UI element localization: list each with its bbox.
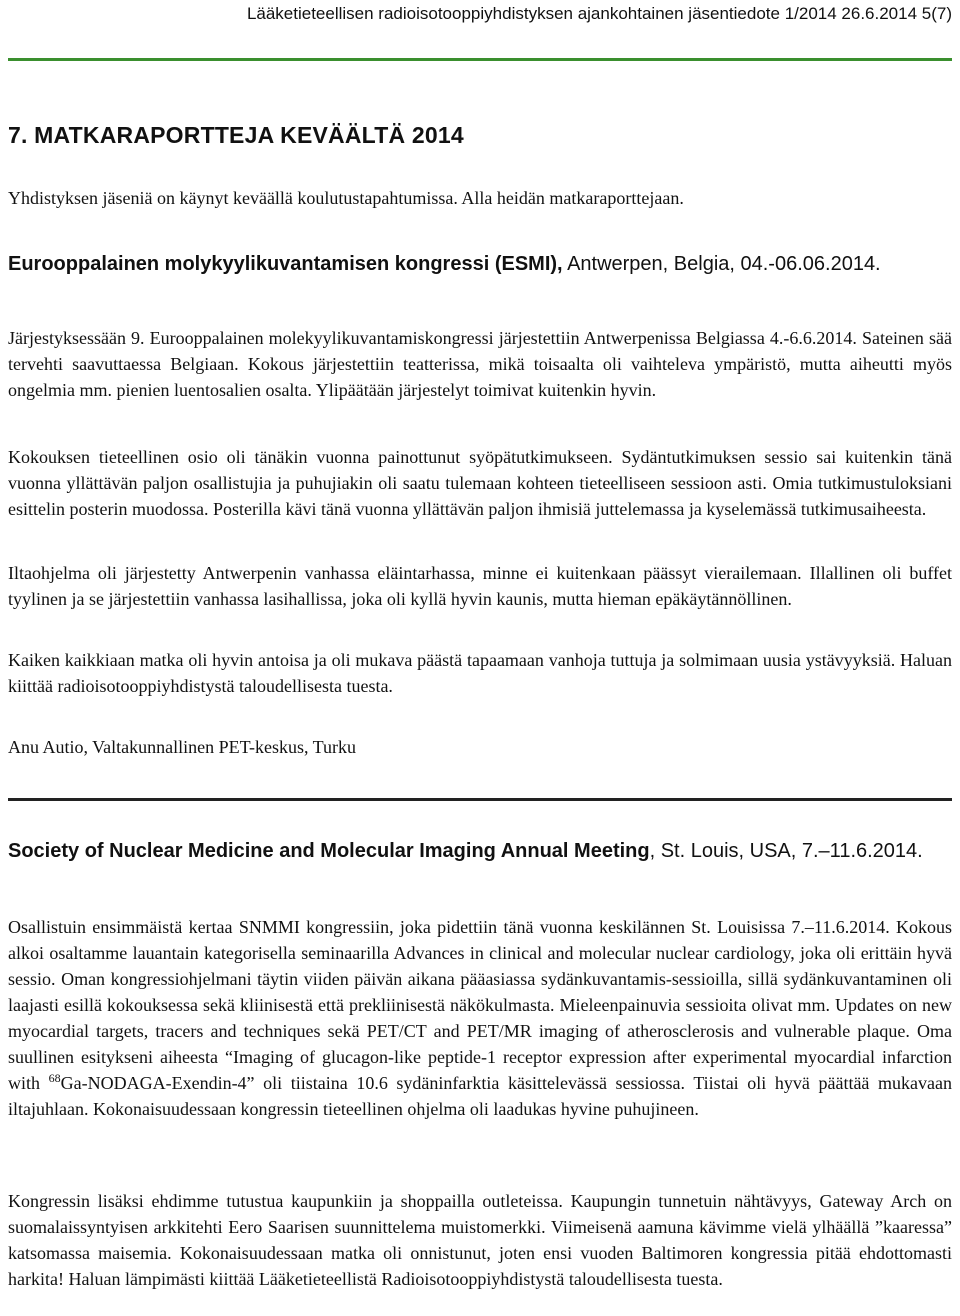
report2-heading-rest: , St. Louis, USA, 7.–11.6.2014.: [649, 840, 923, 862]
report1-paragraph: Järjestyksessään 9. Eurooppalainen molekyylikuvantamiskongressi järjestettiin Antwerpenissa Belgiassa 4.-6.6.2014. Sateinen sää tervehti saavuttaessa Belgiaan. Kokous järjestettiin teatterissa, mikä toisaalta oli vaihteleva ympäristö, mutta aiheutti myös ongelmia mm. pienien luentosalien osalta. Ylipäätään järjestelyt toimivat kuitenkin hyvin.: [8, 328, 952, 400]
section-intro: Yhdistyksen jäseniä on käynyt keväällä koulutustapahtumissa. Alla heidän matkaraporttejaan.: [8, 188, 684, 208]
isotope-superscript: 68: [48, 1071, 61, 1085]
report1-paragraph: Kokouksen tieteellinen osio oli tänäkin vuonna painottunut syöpätutkimukseen. Sydäntutkimuksen sessio sai kuitenkin tänä vuonna yllättävän paljon osallistujia ja puhujiakin oli saatu tulemaan kohteen tieteelliseen sessioon asti. Omia tutkimustuloksiani esittelin posterin muodossa. Posterilla kävi tänä vuonna yllättävän paljon ihmisiä juttelemassa ja kyselemässä tutkimusaiheesta.: [8, 447, 952, 519]
header-rule: [8, 58, 952, 61]
report2-paragraph: [8, 914, 952, 1122]
report2-heading-bold: Society of Nuclear Medicine and Molecular Imaging Annual Meeting: [8, 840, 650, 862]
report1-heading-bold: Eurooppalainen molykyylikuvantamisen kongressi (ESMI),: [8, 253, 563, 275]
section-divider: [8, 798, 952, 801]
section-title: 7. MATKARAPORTTEJA KEVÄÄLTÄ 2014: [8, 122, 464, 148]
page-header: Lääketieteellisen radioisotooppiyhdistyksen ajankohtainen jäsentiedote 1/2014 26.6.2014 5(7): [246, 4, 952, 23]
report1-heading: [8, 251, 952, 277]
report1-paragraph: Iltaohjelma oli järjestetty Antwerpenin vanhassa eläintarhassa, minne ei kuitenkaan päässyt vierailemaan. Illallinen oli buffet tyylinen ja se järjestettiin vanhassa lasihallissa, joka oli kyllä hyvin kaunis, mutta hieman epäkäytännöllinen.: [8, 563, 952, 609]
report2-paragraph: Kongressin lisäksi ehdimme tutustua kaupunkiin ja shoppailla outleteissa. Kaupungin tunnetuin nähtävyys, Gateway Arch on suomalaissyntyisen arkkitehti Eero Saarisen suunnittelema muistomerkki. Viimeisenä aamuna kävimme vielä ylhäällä ”kaaressa” katsomassa maisemia. Kokonaisuudessaan matka oli onnistunut, joten ensi vuoden Baltimoren kongressia pitää ehdottomasti harkita! Haluan lämpimästi kiittää Lääketieteellistä Radioisotooppiyhdistystä taloudellisesta tuesta.: [8, 1191, 952, 1289]
report2-heading: [8, 838, 952, 864]
report1-signature: Anu Autio, Valtakunnallinen PET-keskus, Turku: [8, 737, 357, 757]
report2-paragraph-text: Ga-NODAGA-Exendin-4” oli tiistaina 10.6 sydäninfarktia käsittelevässä sessiossa. Tiistai oli hyvä päättää mukavaan iltajuhlaan. Kokonaisuudessaan kongressin tieteellinen ohjelma oli laadukas hyvine puhujineen.: [8, 1073, 952, 1119]
report2-paragraph-text: Osallistuin ensimmäistä kertaa SNMMI kongressiin, joka pidettiin tänä vuonna keskilännen St. Louisissa 7.–11.6.2014. Kokous alkoi osaltamme lauantain kategorisella seminaarilla Advances in clinical and molecular nuclear cardiology, joka oli erittäin hyvä sessio. Oman kongressiohjelmani täytin viiden päivän aikana pääasiassa sydänkuvantamis-sessioilla, sillä sydänkuvantaminen oli laajasti esillä kokouksessa sekä kliinisestä että prekliinisestä näkökulmasta. Mieleenpainuvia sessioita olivat mm. Updates on new myocardial targets, tracers and techniques sekä PET/CT and PET/MR imaging of atherosclerosis and vulnerable plaque. Oma suullinen esitykseni aiheesta “Imaging of glucagon-like peptide-1 receptor expression after experimental myocardial infarction with: [8, 917, 952, 1093]
report1-paragraph: Kaiken kaikkiaan matka oli hyvin antoisa ja oli mukava päästä tapaamaan vanhoja tuttuja ja solmimaan uusia ystävyyksiä. Haluan kiittää radioisotooppiyhdistystä taloudellisesta tuesta.: [8, 650, 952, 696]
report1-heading-rest: Antwerpen, Belgia, 04.-06.06.2014.: [562, 253, 881, 275]
